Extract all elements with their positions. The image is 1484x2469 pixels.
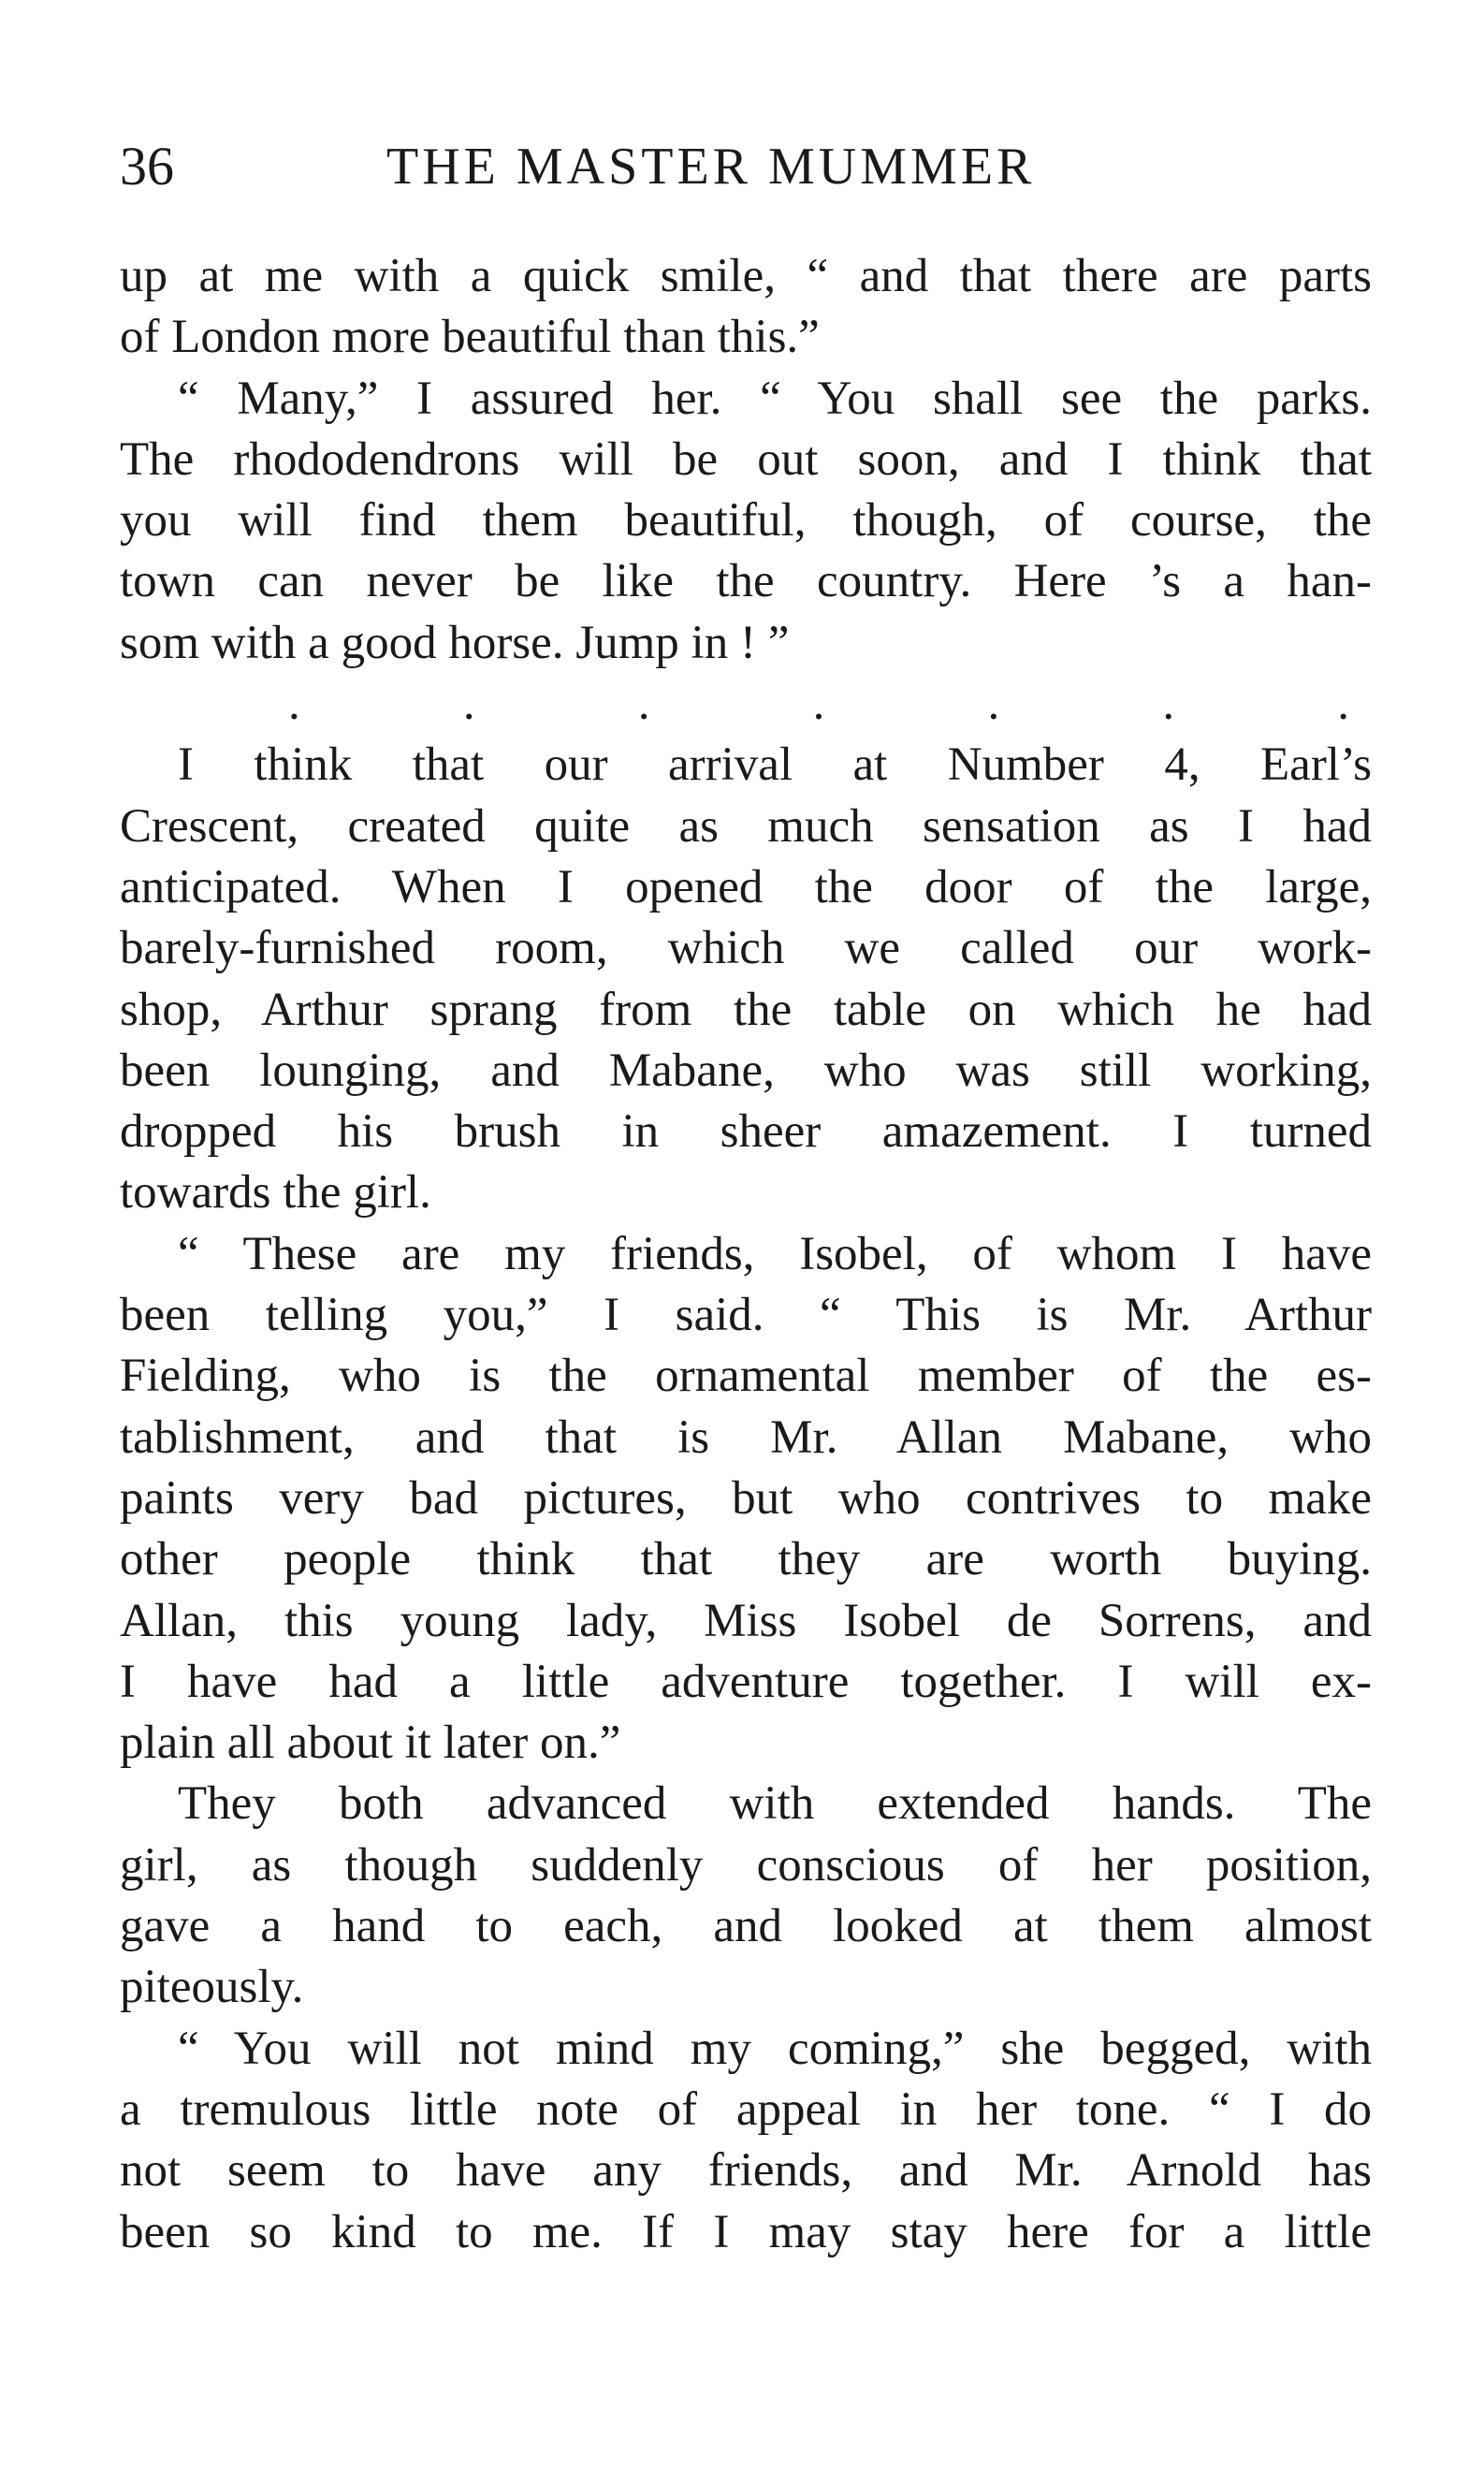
text-line: of London more beautiful than this.” xyxy=(120,311,820,364)
text-line: som with a good horse. Jump in ! ” xyxy=(120,616,790,669)
text-line: not seem to have any friends, and Mr. Arnold has xyxy=(120,2144,1372,2198)
section-break-dot: . xyxy=(637,678,650,731)
text-line: “ Many,” I assured her. “ You shall see the parks. xyxy=(178,372,1372,425)
text-line: Crescent, created quite as much sensation as I had xyxy=(120,799,1372,853)
text-line: shop, Arthur sprang from the table on which he had xyxy=(120,983,1372,1036)
body-text xyxy=(120,246,1372,2263)
text-line: been lounging, and Mabane, who was still working, xyxy=(120,1044,1372,1097)
running-title: THE MASTER MUMMER xyxy=(386,138,1036,196)
text-line: plain all about it later on.” xyxy=(120,1717,621,1770)
text-line: been telling you,” I said. “ This is Mr. Arthur xyxy=(120,1289,1372,1342)
section-break-dot: . xyxy=(812,678,825,731)
page-number: 36 xyxy=(120,136,174,197)
text-line: you will find them beautiful, though, of course, the xyxy=(120,494,1372,548)
section-break xyxy=(120,674,1372,735)
section-break-dot: . xyxy=(462,678,475,731)
text-line: tablishment, and that is Mr. Allan Mabane, who xyxy=(120,1410,1372,1464)
text-line: town can never be like the country. Here ’s a han- xyxy=(120,555,1372,608)
text-line: barely-furnished room, which we called our work- xyxy=(120,922,1372,975)
text-line: “ These are my friends, Isobel, of whom I have xyxy=(178,1227,1372,1280)
section-break-dot: . xyxy=(1162,678,1175,731)
text-line: paints very bad pictures, but who contrives to make xyxy=(120,1471,1372,1525)
text-line: “ You will not mind my coming,” she begged, with xyxy=(178,2022,1372,2075)
text-line: They both advanced with extended hands. The xyxy=(178,1777,1372,1831)
text-line: been so kind to me. If I may stay here for a little xyxy=(120,2205,1372,2258)
text-line: gave a hand to each, and looked at them almost xyxy=(120,1900,1372,1953)
text-line: The rhododendrons will be out soon, and I think that xyxy=(120,432,1372,486)
text-line: anticipated. When I opened the door of the large, xyxy=(120,860,1372,913)
text-line: a tremulous little note of appeal in her tone. “ I do xyxy=(120,2082,1372,2136)
text-line: other people think that they are worth buying. xyxy=(120,1533,1372,1586)
section-break-dot: . xyxy=(288,678,300,731)
text-line: I think that our arrival at Number 4, Earl’s xyxy=(178,738,1372,792)
text-line: I have had a little adventure together. I will ex- xyxy=(120,1655,1372,1708)
text-line: Fielding, who is the ornamental member of the es- xyxy=(120,1350,1372,1403)
text-line: Allan, this young lady, Miss Isobel de Sorrens, and xyxy=(120,1594,1372,1647)
text-line: dropped his brush in sheer amazement. I turned xyxy=(120,1105,1372,1159)
text-line: towards the girl. xyxy=(120,1166,431,1220)
section-break-dot: . xyxy=(987,678,1000,731)
text-line: girl, as though suddenly conscious of her position, xyxy=(120,1838,1372,1892)
page-header xyxy=(120,129,1374,204)
text-line: up at me with a quick smile, “ and that there are parts xyxy=(120,250,1372,302)
text-line: piteously. xyxy=(120,1961,304,2014)
section-break-dot: . xyxy=(1337,678,1349,731)
